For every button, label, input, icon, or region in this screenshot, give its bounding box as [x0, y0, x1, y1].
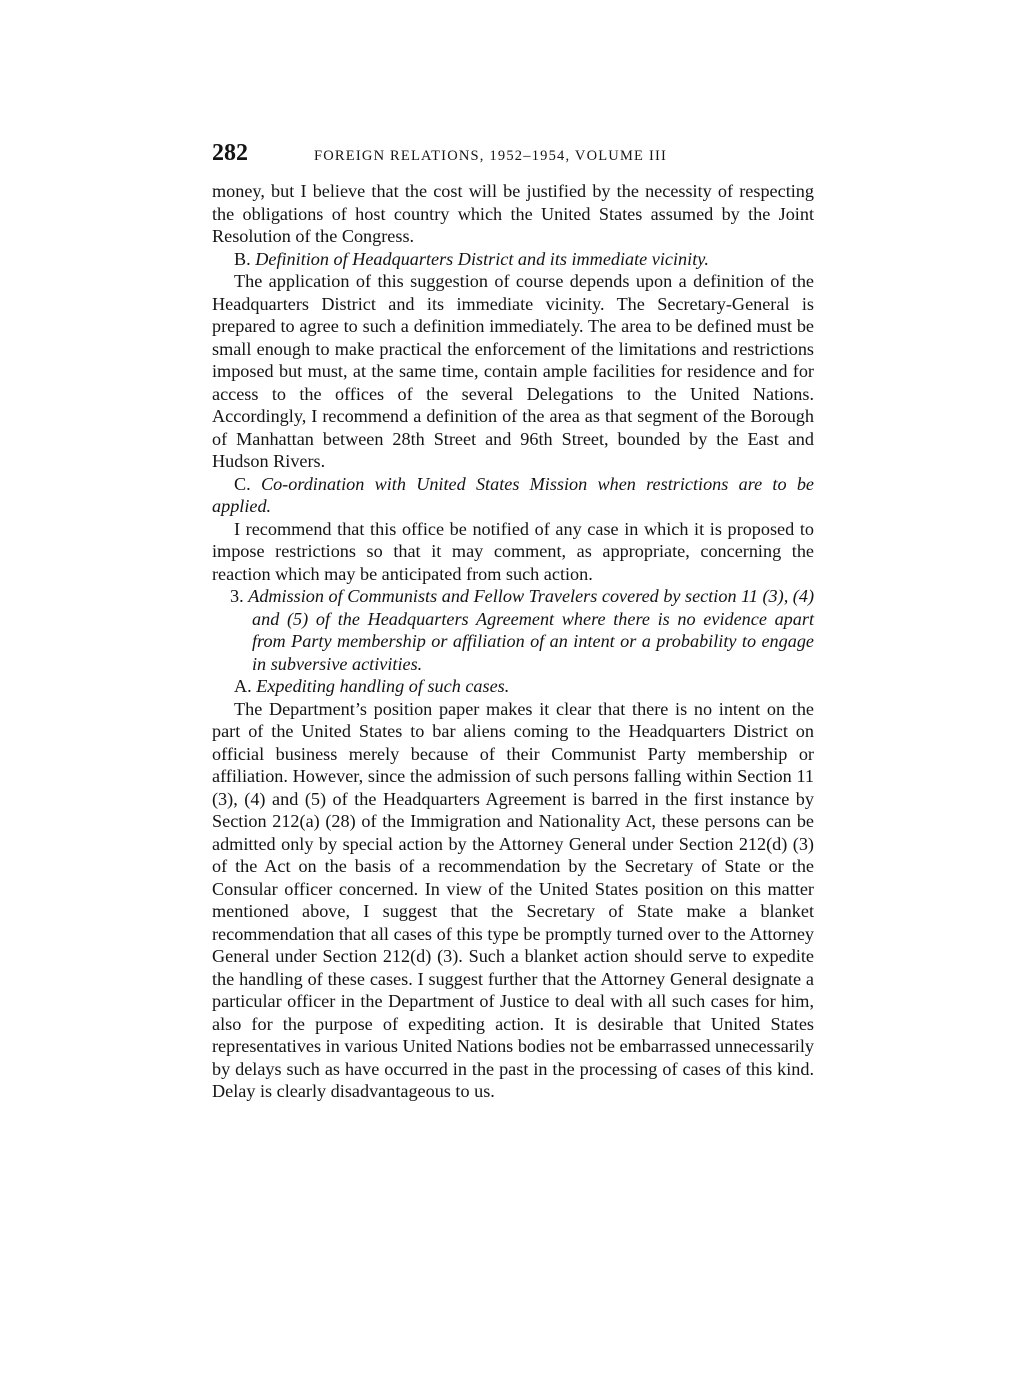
subheading-b	[212, 248, 814, 271]
paragraph-expediting: The Department’s position paper makes it clear that there is no intent on the part of the United States to bar aliens coming to the Headquarters District on official business merely because of their Communist Party membership or affiliation. However, since the admission of such persons falling within Section 11 (3), (4) and (5) of the Headquarters Agreement is barred in the first instance by Section 212(a) (28) of the Immigration and Nationality Act, these persons can be admitted only by special action by the Attorney General under Section 212(d) (3) of the Act on the basis of a recommendation by the Secretary of State or the Consular officer concerned. In view of the United States position on this matter mentioned above, I suggest that the Secretary of State make a blanket recommendation that all cases of this type be promptly turned over to the Attorney General under Section 212(d) (3). Such a blanket action should serve to expedite the handling of these cases. I suggest further that the Attorney General designate a particular officer in the Department of Justice to deal with all such cases for him, also for the purpose of expediting action. It is desirable that United States representatives in various United Nations bodies not be embarrassed unnecessarily by delays such as have occurred in the past in the processing of cases of this kind. Delay is clearly disadvantageous to us.	[212, 698, 814, 1101]
subheading-b-title: Definition of Headquarters District and its immediate vicinity.	[255, 248, 709, 269]
running-head	[212, 140, 814, 180]
page-number: 282	[212, 140, 248, 166]
series-title: FOREIGN RELATIONS, 1952–1954, VOLUME III	[314, 148, 668, 164]
section-heading-3	[212, 585, 814, 675]
subheading-c-title: Co-ordination with United States Mission when restrictions are to be applied.	[212, 473, 814, 516]
subheading-a	[212, 675, 814, 698]
section-3-title: Admission of Communists and Fellow Travelers covered by section 11 (3), (4) and (5) of the Headquarters Agreement where there is no evidence apart from Party membership or affiliation of an intent or a probability to engage in subversive activities.	[248, 586, 815, 674]
subheading-c	[212, 473, 814, 518]
paragraph-continuation: money, but I believe that the cost will be justified by the necessity of respecting the obligations of host country which the United States assumed by the Joint Resolution of the Congress.	[212, 181, 814, 246]
subheading-a-title: Expediting handling of such cases.	[256, 676, 510, 696]
subheading-b-label: B.	[234, 248, 256, 269]
paragraph-definition: The application of this suggestion of course depends upon a definition of the Headquarters District and its immediate vicinity. The Secretary-General is prepared to agree to such a definition immediately. The area to be defined must be small enough to make practical the enforcement of the limitations and restrictions imposed but must, at the same time, contain ample facilities for residence and for access to the offices of the several Delegations to the United Nations. Accordingly, I recommend a definition of the area as that segment of the Borough of Manhattan between 28th Street and 96th Street, bounded by the East and Hudson Rivers.	[212, 271, 814, 471]
section-3-label: 3.	[230, 586, 249, 606]
body-text	[212, 180, 814, 1103]
paragraph-coordination: I recommend that this office be notified of any case in which it is proposed to impose restrictions so that it may comment, as appropriate, concerning the reaction which may be anticipated from such action.	[212, 518, 814, 584]
subheading-a-label: A.	[234, 676, 257, 696]
subheading-c-label: C.	[234, 473, 261, 494]
document-page	[212, 140, 814, 1103]
